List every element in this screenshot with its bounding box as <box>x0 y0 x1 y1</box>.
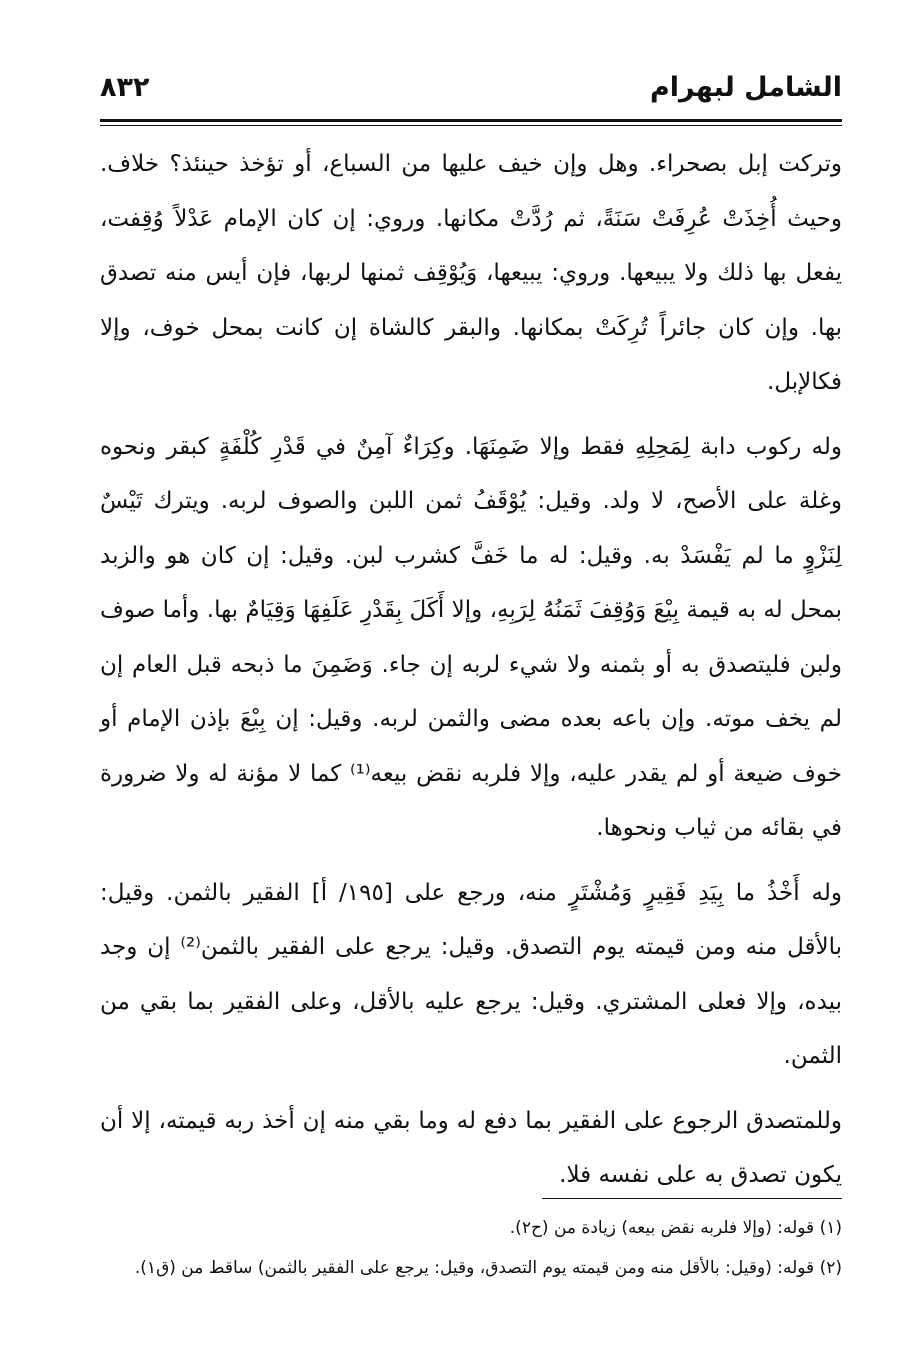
paragraph: وله ركوب دابة لِمَحِلِهِ فقط وإلا ضَمِنَهَا. وكِرَاءٌ آمِنٌ في قَدْرِ كُلْفَةٍ كبقر ونحوه وغلة على الأصح، لا ولد. وقيل: يُوْقَفُ ثمن اللبن والصوف لربه. ويترك تَيْسٌ لِنَزْوٍ ما لم يَفْسَدْ به. وقيل: له ما خَفَّ كشرب لبن. وقيل: إن كان هو والزبد بمحل له به قيمة بِيْعَ وَوُقِفَ ثَمَنُهُ لِرَبِهِ، وإلا أَكَلَ بِقَدْرِ عَلَفِهَا وَقِيَامٌ بها. وأما صوف ولبن فليتصدق به أو بثمنه ولا شيء لربه إن جاء. وَضَمِنَ ما ذبحه قبل العام إن لم يخف موته. وإن باعه بعده مضى والثمن لربه. وقيل: إن بِيْعَ بإذن الإمام أو خوف ضيعة أو لم يقدر عليه، وإلا فلربه نقض بيعه⁽¹⁾ كما لا مؤنة له ولا ضرورة في بقائه من ثياب ونحوها. <box>100 433 842 841</box>
paragraph: وللمتصدق الرجوع على الفقير بما دفع له وما بقي منه إن أخذ ربه قيمته، إلا أن يكون تصدق به على نفسه فلا. <box>100 1107 842 1188</box>
footnote: (١) قوله: (وإلا فلربه نقض بيعه) زيادة من (ح٢). <box>509 1218 842 1238</box>
page-header <box>100 64 842 114</box>
page-number: ٨٣٢ <box>100 72 150 103</box>
running-title: الشامل لبهرام <box>649 72 842 103</box>
footnotes <box>100 1208 842 1288</box>
footnote-separator <box>542 1198 842 1199</box>
paragraph: وتركت إبل بصحراء. وهل وإن خيف عليها من السباع، أو تؤخذ حينئذ؟ خلاف. وحيث أُخِذَتْ عُرِفَتْ سَنَةً، ثم رُدَّتْ مكانها. وروي: إن كان الإمام عَدْلاً وُقِفت، يفعل بها ذلك ولا يبيعها. وروي: يبيعها، وَيُوْقِف ثمنها لربها، فإن أيس منه تصدق بها. وإن كان جائراً تُرِكَتْ بمكانها. والبقر كالشاة إن كانت بمحل خوف، وإلا فكالإبل. <box>100 151 842 395</box>
header-rule-thick <box>100 119 842 122</box>
paragraph: وله أَخْذُ ما بِيَدِ فَقِيرٍ وَمُشْتَرٍ منه، ورجع على [١٩٥/ أ] الفقير بالثمن. وقيل: بالأقل منه ومن قيمته يوم التصدق. وقيل: يرجع على الفقير بالثمن⁽²⁾ إن وجد بيده، وإلا فعلى المشتري. وقيل: يرجع عليه بالأقل، وعلى الفقير بما بقي من الثمن. <box>100 879 843 1069</box>
header-rule-thin <box>100 125 842 126</box>
main-text <box>100 137 842 1213</box>
footnote: (٢) قوله: (وقيل: بالأقل منه ومن قيمته يوم التصدق، وقيل: يرجع على الفقير بالثمن) ساقط من (ق١). <box>134 1258 842 1278</box>
